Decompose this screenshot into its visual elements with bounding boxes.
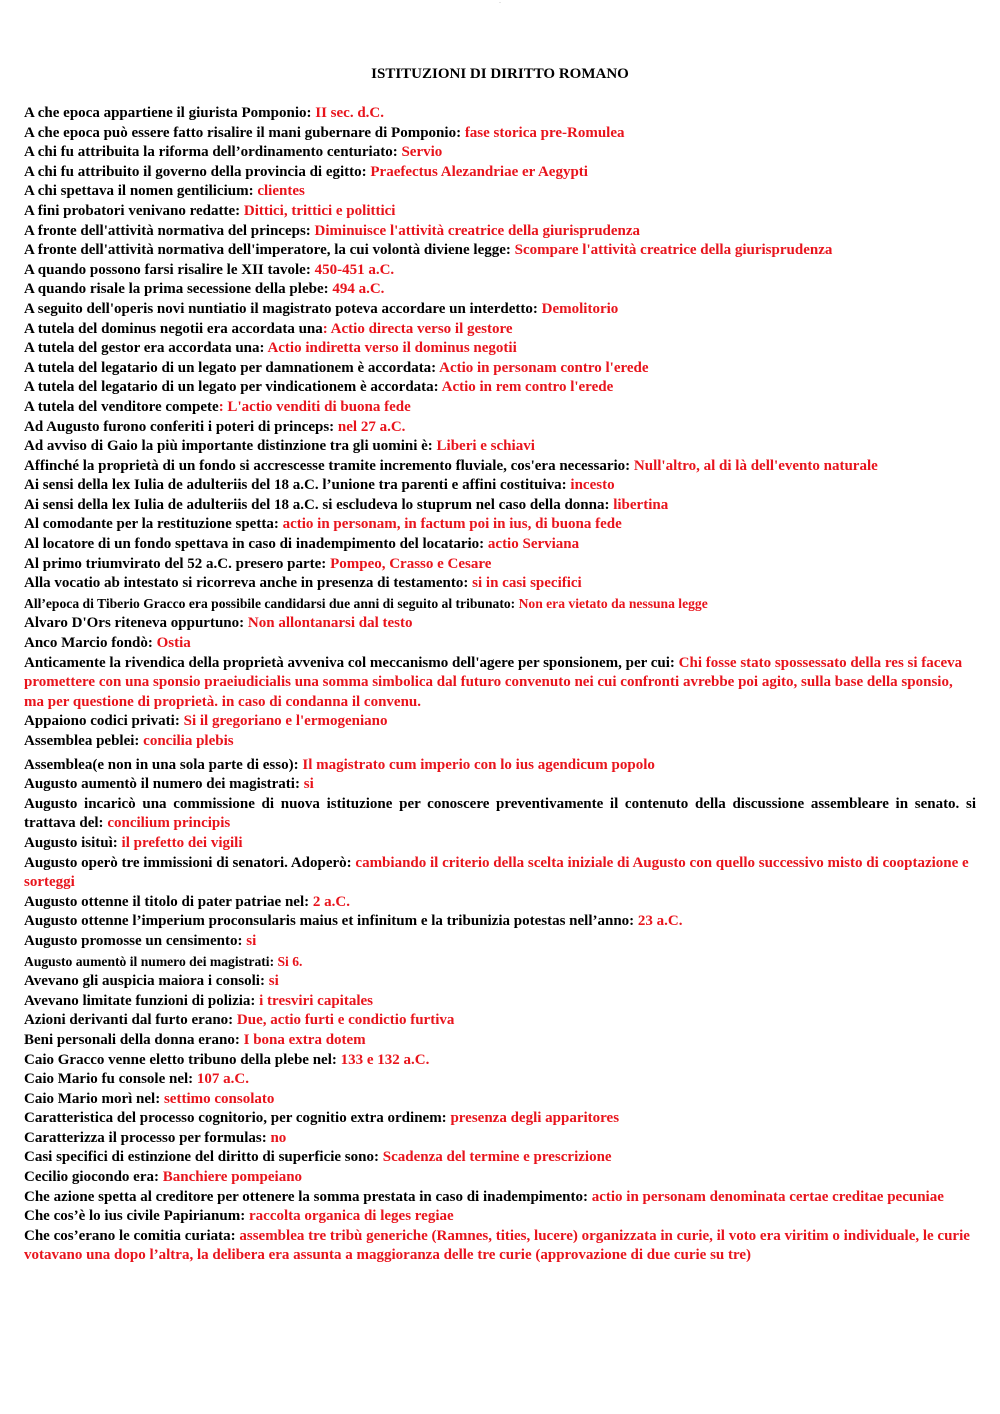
question-text: A quando possono farsi risalire le XII tavole:	[24, 261, 315, 278]
qa-row	[24, 1129, 976, 1149]
answer-text: Chi fosse stato spossessato della res si faceva promettere con una sponsio praeiudicialis una somma simbolica dal futuro convenuto nei cui confronti avrebbe poi agito, sulla base della sponsio, ma per questione di proprietà. in caso di condanna il convenu.	[24, 654, 963, 710]
answer-text: presenza degli apparitores	[450, 1110, 620, 1127]
answer-text: i tresviri capitales	[259, 992, 374, 1009]
qa-row	[24, 124, 976, 144]
answer-text: Non allontanarsi dal testo	[247, 615, 413, 632]
qa-row	[24, 952, 976, 973]
question-text: Beni personali della donna erano:	[24, 1031, 244, 1048]
question-text: Augusto incaricò una commissione di nuova istituzione per conoscere preventivamente il contenuto della discussione assembleare in senato. si trattava del:	[24, 795, 976, 832]
qa-row	[24, 300, 976, 320]
question-text: Augusto isituì:	[24, 834, 122, 851]
question-text: Avevano gli auspicia maiora i consoli:	[24, 973, 269, 990]
qa-row	[24, 634, 976, 654]
question-text: A che epoca appartiene il giurista Pomponio:	[24, 105, 316, 121]
answer-text: concilium principis	[107, 815, 231, 832]
qa-row	[24, 932, 976, 952]
question-text: Alla vocatio ab intestato si ricorreva anche in presenza di testamento:	[24, 575, 473, 592]
answer-text: Praefectus Alezandriae er Aegypti	[370, 163, 588, 180]
answer-text: Scadenza del termine e prescrizione	[382, 1149, 612, 1166]
question-text: Caio Mario morì nel:	[24, 1090, 164, 1107]
answer-text: Diminuisce l'attività creatrice della giurisprudenza	[314, 222, 641, 239]
qa-row	[24, 1011, 976, 1031]
question-text: Augusto promosse un censimento:	[24, 932, 247, 949]
answer-text: il prefetto dei vigili	[121, 834, 243, 851]
answer-text: Non era vietato da nessuna legge	[518, 595, 708, 611]
answer-text: concilia plebis	[143, 733, 234, 749]
question-text: A chi fu attribuito il governo della provincia di egitto:	[24, 163, 371, 180]
answer-text: II sec. d.C.	[315, 105, 385, 121]
question-text: A quando risale la prima secessione della plebe:	[24, 281, 333, 298]
question-text: Appaiono codici privati:	[24, 713, 184, 730]
qa-row	[24, 854, 976, 893]
qa-row	[24, 1227, 976, 1266]
question-text: A chi fu attribuita la riforma dell’ordinamento centuriato:	[24, 144, 402, 161]
answer-text: Si 6.	[277, 953, 303, 969]
qa-row	[24, 378, 976, 398]
answer-text: clientes	[257, 183, 305, 200]
qa-row	[24, 614, 976, 634]
answer-text: raccolta organica di leges regiae	[249, 1208, 454, 1225]
qa-row	[24, 104, 976, 124]
question-text: A tutela del legatario di un legato per vindicationem è accordata:	[24, 379, 442, 396]
answer-text: : L'actio venditi di buona fede	[218, 398, 411, 415]
qa-row	[24, 654, 976, 713]
answer-text: si	[246, 932, 257, 949]
answer-text: actio in personam denominata certae creditae pecuniae	[591, 1188, 944, 1205]
answer-text: Ostia	[156, 635, 191, 652]
question-text: Ad avviso di Gaio la più importante distinzione tra gli uomini è:	[24, 438, 437, 455]
answer-text: Il magistrato cum imperio con lo ius agendicum popolo	[302, 756, 655, 773]
question-text: Azioni derivanti dal furto erano:	[24, 1012, 237, 1029]
question-text: Caio Gracco venne eletto tribuno della plebe nel:	[24, 1051, 341, 1068]
question-text: Che cos’erano le comitia curiata:	[24, 1227, 240, 1244]
question-text: Casi specifici di estinzione del diritto di superficie sono:	[24, 1149, 383, 1166]
qa-row	[24, 756, 976, 776]
answer-text: 494 a.C.	[332, 281, 385, 298]
qa-row	[24, 775, 976, 795]
qa-row	[24, 594, 976, 615]
qa-row	[24, 1051, 976, 1071]
qa-row	[24, 1188, 976, 1208]
question-text: Assemblea peblei:	[24, 733, 144, 749]
qa-row	[24, 163, 976, 183]
qa-row	[24, 359, 976, 379]
answer-text: Si il gregoriano e l'ermogeniano	[183, 713, 388, 730]
answer-text: cambiando il criterio della scelta iniziale di Augusto con quello successivo misto di cooptazione e sorteggi	[24, 854, 969, 891]
header-mark: ...	[498, 0, 502, 4]
answer-text: si	[268, 973, 279, 990]
answer-text: 23 a.C.	[637, 913, 683, 930]
answer-text: : Actio directa verso il gestore	[322, 320, 513, 337]
qa-row	[24, 437, 976, 457]
answer-text: Scompare l'attività creatrice della giurisprudenza	[514, 242, 833, 259]
question-text: Anticamente la rivendica della proprietà avveniva col meccanismo dell'agere per sponsionem, per cui:	[24, 654, 679, 671]
answer-text: Actio indiretta verso il dominus negotii	[267, 340, 517, 357]
question-text: Al comodante per la restituzione spetta:	[24, 516, 283, 533]
answer-text: 133 e 132 a.C.	[340, 1051, 430, 1068]
answer-text: Actio in personam contro l'erede	[439, 359, 649, 376]
answer-text: si in casi specifici	[472, 575, 582, 592]
question-text: A che epoca può essere fatto risalire il mani gubernare di Pomponio:	[24, 124, 465, 141]
qa-row	[24, 515, 976, 535]
answer-text: libertina	[613, 496, 669, 513]
question-text: Che cos’è lo ius civile Papirianum:	[24, 1208, 249, 1225]
qa-row	[24, 992, 976, 1012]
page-title: ISTITUZIONI DI DIRITTO ROMANO	[371, 66, 629, 82]
question-text: A fronte dell'attività normativa del princeps:	[24, 222, 315, 239]
question-text: Anco Marcio fondò:	[24, 635, 157, 652]
answer-text: assemblea tre tribù generiche (Ramnes, tities, lucere) organizzata in curie, il voto era viritim o individuale, le curie votavano una dopo l’altra, la delibera era assunta a maggioranza delle tre curie (approvazione di due curie su tre)	[24, 1227, 970, 1264]
question-text: Ai sensi della lex Iulia de adulteriis del 18 a.C. l’unione tra parenti e affini costituiva:	[24, 477, 571, 494]
question-text: A tutela del legatario di un legato per damnationem è accordata:	[24, 359, 440, 376]
qa-row	[24, 834, 976, 854]
question-text: All’epoca di Tiberio Gracco era possibile candidarsi due anni di seguito al tribunato:	[24, 595, 519, 611]
qa-row	[24, 339, 976, 359]
qa-row	[24, 574, 976, 594]
qa-row	[24, 320, 976, 340]
qa-row	[24, 476, 976, 496]
qa-row	[24, 732, 976, 752]
question-text: A tutela del dominus negotii era accordata una	[24, 320, 323, 337]
question-text: A fronte dell'attività normativa dell'imperatore, la cui volontà diviene legge:	[24, 242, 515, 259]
question-text: A tutela del venditore compete	[24, 398, 219, 415]
qa-row	[24, 418, 976, 438]
qa-row	[24, 143, 976, 163]
answer-text: Servio	[401, 144, 443, 161]
question-text: Augusto aumentò il numero dei magistrati:	[24, 953, 278, 969]
question-text: Alvaro D'Ors riteneva oppurtuno:	[24, 615, 248, 632]
qa-row	[24, 1207, 976, 1227]
qa-row	[24, 1070, 976, 1090]
question-answer-list	[24, 104, 976, 1266]
qa-row	[24, 398, 976, 418]
answer-text: incesto	[570, 477, 615, 494]
qa-row	[24, 912, 976, 932]
qa-row	[24, 280, 976, 300]
question-text: Augusto ottenne l’imperium proconsularis maius et infinitum e la tribunizia potestas nell’anno:	[24, 913, 638, 930]
question-text: A chi spettava il nomen gentilicium:	[24, 183, 258, 200]
answer-text: actio in personam, in factum poi in ius, di buona fede	[282, 516, 622, 533]
question-text: Caratteristica del processo cognitorio, per cognitio extra ordinem:	[24, 1110, 451, 1127]
question-text: Ai sensi della lex Iulia de adulteriis del 18 a.C. si escludeva lo stuprum nel caso della donna:	[24, 496, 614, 513]
question-text: Assemblea(e non in una sola parte di esso):	[24, 756, 303, 773]
question-text: Al locatore di un fondo spettava in caso di inadempimento del locatario:	[24, 536, 488, 553]
question-text: A fini probatori venivano redatte:	[24, 202, 244, 219]
answer-text: I bona extra dotem	[243, 1031, 366, 1048]
qa-row	[24, 241, 976, 261]
qa-row	[24, 1031, 976, 1051]
question-text: Augusto aumentò il numero dei magistrati:	[24, 776, 304, 793]
answer-text: 107 a.C.	[196, 1071, 249, 1088]
answer-text: nel 27 a.C.	[337, 418, 406, 435]
qa-row	[24, 1109, 976, 1129]
answer-text: fase storica pre-Romulea	[464, 124, 625, 141]
qa-row	[24, 1148, 976, 1168]
answer-text: Liberi e schiavi	[436, 438, 535, 455]
question-text: Augusto ottenne il titolo di pater patriae nel:	[24, 893, 313, 910]
question-text: Caratterizza il processo per formulas:	[24, 1129, 271, 1146]
qa-row	[24, 496, 976, 516]
qa-row	[24, 555, 976, 575]
answer-text: Null'altro, al di là dell'evento naturale	[633, 457, 878, 474]
question-text: Affinché la proprietà di un fondo si accrescesse tramite incremento fluviale, cos'era necessario:	[24, 457, 634, 474]
question-text: Che azione spetta al creditore per ottenere la somma prestata in caso di inadempimento:	[24, 1188, 592, 1205]
qa-row	[24, 1168, 976, 1188]
answer-text: no	[270, 1129, 287, 1146]
answer-text: Dittici, trittici e polittici	[243, 202, 396, 219]
qa-row	[24, 261, 976, 281]
answer-text: Due, actio furti e condictio furtiva	[236, 1012, 455, 1029]
answer-text: settimo consolato	[163, 1090, 275, 1107]
question-text: Ad Augusto furono conferiti i poteri di princeps:	[24, 418, 338, 435]
qa-row	[24, 222, 976, 242]
answer-text: Pompeo, Crasso e Cesare	[330, 555, 492, 572]
answer-text: 2 a.C.	[312, 893, 350, 910]
answer-text: si	[303, 776, 314, 793]
question-text: A tutela del gestor era accordata una:	[24, 340, 268, 357]
question-text: Avevano limitate funzioni di polizia:	[24, 992, 260, 1009]
qa-row	[24, 972, 976, 992]
answer-text: Banchiere pompeiano	[162, 1169, 303, 1186]
qa-row	[24, 202, 976, 222]
answer-text: Actio in rem contro l'erede	[441, 379, 614, 396]
qa-row	[24, 457, 976, 477]
qa-row	[24, 182, 976, 202]
answer-text: actio Serviana	[487, 536, 580, 553]
qa-row	[24, 535, 976, 555]
question-text: Caio Mario fu console nel:	[24, 1071, 197, 1088]
qa-row	[24, 712, 976, 732]
question-text: Cecilio giocondo era:	[24, 1169, 163, 1186]
qa-row	[24, 795, 976, 834]
question-text: A seguito dell'operis novi nuntiatio il magistrato poteva accordare un interdetto:	[24, 300, 542, 317]
question-text: Augusto operò tre immissioni di senatori. Adoperò:	[24, 854, 356, 871]
question-text: Al primo triumvirato del 52 a.C. presero parte:	[24, 555, 331, 572]
answer-text: 450-451 a.C.	[314, 261, 395, 278]
qa-row	[24, 1090, 976, 1110]
answer-text: Demolitorio	[541, 300, 619, 317]
qa-row	[24, 893, 976, 913]
